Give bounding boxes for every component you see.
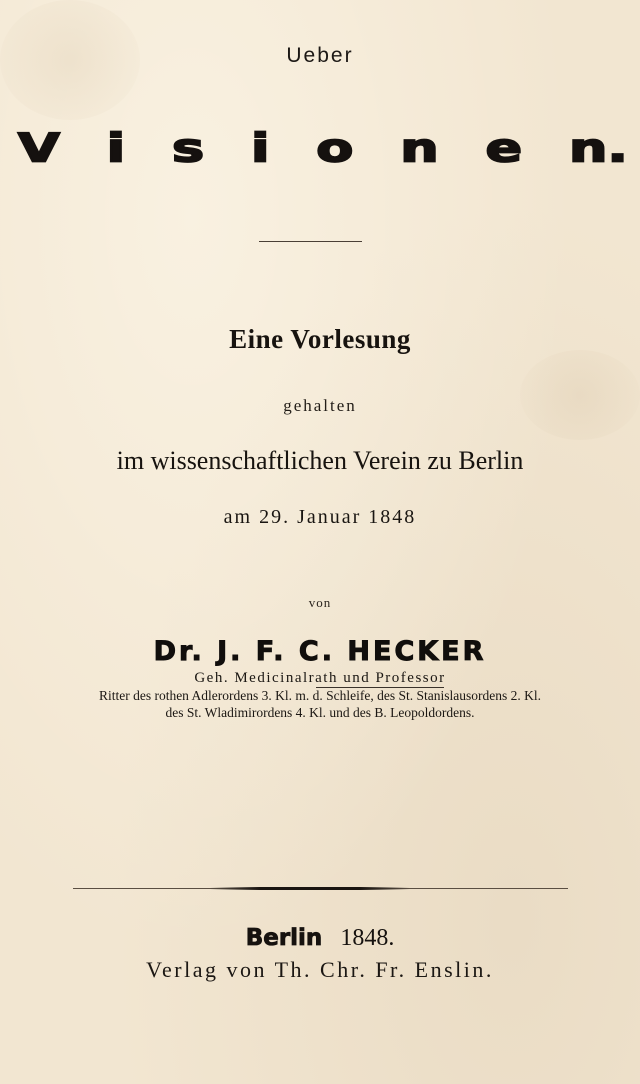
author-role: Geh. Medicinalrath und Professor: [194, 670, 446, 686]
title-letter: n: [400, 125, 439, 171]
paper-stain: [520, 350, 640, 440]
pretitle: Ueber: [286, 44, 354, 67]
title-letter: i: [250, 125, 270, 171]
title-letter: V: [18, 125, 60, 171]
title-letter: i: [106, 125, 126, 171]
orders-line-1: Ritter des rothen Adlerordens 3. Kl. m. d. Schleife, des St. Stanislausordens 2. Kl.: [98, 688, 542, 703]
venue-line: im wissenschaftlichen Verein zu Berlin: [116, 446, 524, 475]
divider-rule: [259, 241, 362, 242]
imprint: [0, 925, 640, 952]
title-letter: o: [316, 125, 354, 171]
author-name-text: Dr. J. F. C. HECKER: [153, 636, 487, 667]
date-line: am 29. Januar 1848: [223, 506, 417, 528]
subtitle: Eine Vorlesung: [229, 324, 411, 354]
imprint-year: 1848.: [340, 925, 395, 951]
main-title: [18, 114, 628, 171]
title-letter: s: [171, 125, 205, 171]
imprint-rule-swell: [210, 887, 410, 890]
title-letter: e: [485, 125, 523, 171]
imprint-spacer: [328, 925, 334, 951]
imprint-city: Berlin: [245, 925, 323, 951]
by-line: von: [308, 595, 332, 610]
orders-line-2: des St. Wladimirordens 4. Kl. und des B. Leopoldordens.: [165, 705, 475, 720]
author-name: [0, 636, 640, 667]
held-line: gehalten: [283, 396, 357, 415]
title-letter: n.: [568, 125, 628, 171]
publisher-line: Verlag von Th. Chr. Fr. Enslin.: [146, 957, 494, 982]
